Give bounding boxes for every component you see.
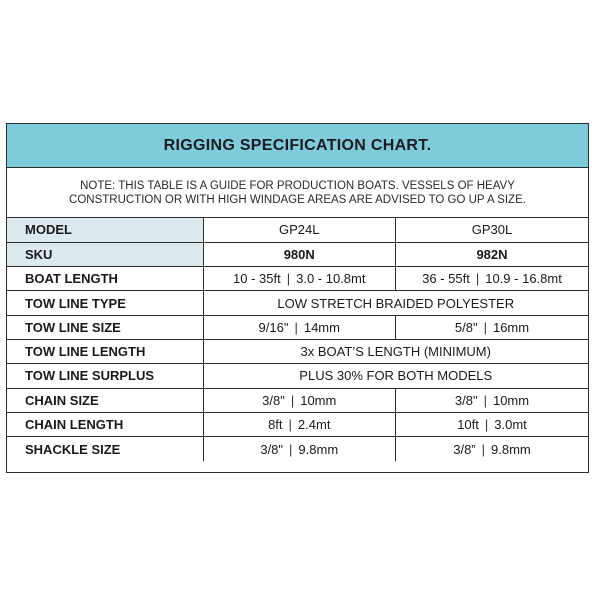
table-row-chain-size bbox=[7, 388, 588, 412]
value-imperial: 10ft bbox=[457, 417, 479, 433]
value-imperial: 9/16" bbox=[258, 319, 289, 335]
separator: | bbox=[483, 319, 487, 335]
separator: | bbox=[289, 441, 293, 457]
row-label-chain-size: CHAIN SIZE bbox=[7, 388, 203, 412]
note-line-1: NOTE: THIS TABLE IS A GUIDE FOR PRODUCTION BOATS. VESSELS OF HEAVY bbox=[80, 179, 515, 192]
cell-boat-length-gp24l bbox=[203, 267, 396, 291]
row-label-shackle-size: SHACKLE SIZE bbox=[7, 437, 203, 461]
row-label-sku: SKU bbox=[7, 242, 203, 266]
separator: | bbox=[484, 417, 489, 433]
value-metric: 9.8mm bbox=[491, 441, 531, 457]
table-row-model bbox=[7, 218, 588, 242]
table-row-tow-line-size bbox=[7, 315, 588, 339]
value-metric: 16mm bbox=[492, 319, 530, 335]
table-row-shackle-size bbox=[7, 437, 588, 461]
value-metric: 10.9 - 16.8mt bbox=[485, 271, 562, 287]
cell-shackle-size-gp24l bbox=[203, 437, 396, 461]
chart-note bbox=[7, 168, 588, 218]
cell-chain-length-gp24l bbox=[203, 412, 396, 436]
table-row-chain-length bbox=[7, 412, 588, 436]
cell-tow-line-surplus: PLUS 30% FOR BOTH MODELS bbox=[203, 364, 588, 388]
table-row-sku bbox=[7, 242, 588, 266]
cell-shackle-size-gp30l bbox=[396, 437, 589, 461]
chart-title: RIGGING SPECIFICATION CHART. bbox=[7, 124, 588, 168]
table-row-boat-length bbox=[7, 267, 588, 291]
separator: | bbox=[481, 441, 486, 457]
value-imperial: 3/8" bbox=[262, 392, 285, 408]
separator: | bbox=[286, 271, 291, 287]
cell-tow-line-type: LOW STRETCH BRAIDED POLYESTER bbox=[203, 291, 588, 315]
table-row-tow-line-length bbox=[7, 339, 588, 363]
value-imperial: 10 - 35ft bbox=[233, 271, 281, 287]
value-metric: 9.8mm bbox=[298, 441, 339, 457]
note-line-2: CONSTRUCTION OR WITH HIGH WINDAGE AREAS ARE ADVISED TO GO UP A SIZE. bbox=[69, 193, 526, 206]
cell-tow-line-size-gp30l bbox=[396, 315, 589, 339]
row-label-tow-line-length: TOW LINE LENGTH bbox=[7, 339, 203, 363]
spec-table bbox=[7, 218, 588, 461]
value-metric: 10mm bbox=[492, 392, 530, 408]
value-imperial: 3/8" bbox=[454, 392, 478, 408]
value-imperial: 5/8" bbox=[454, 319, 478, 335]
value-imperial: 8ft bbox=[268, 417, 283, 433]
value-imperial: 36 - 55ft bbox=[422, 271, 470, 287]
cell-sku-gp24l: 980N bbox=[203, 242, 396, 266]
cell-chain-size-gp24l bbox=[203, 388, 396, 412]
row-label-chain-length: CHAIN LENGTH bbox=[7, 412, 203, 436]
value-metric: 2.4mt bbox=[297, 417, 331, 433]
value-imperial: 3/8" bbox=[260, 441, 284, 457]
cell-chain-length-gp30l bbox=[396, 412, 589, 436]
rigging-spec-chart bbox=[6, 123, 589, 473]
separator: | bbox=[294, 319, 298, 335]
cell-sku-gp30l: 982N bbox=[396, 242, 589, 266]
cell-chain-size-gp30l bbox=[396, 388, 589, 412]
cell-boat-length-gp30l bbox=[396, 267, 589, 291]
value-metric: 14mm bbox=[303, 319, 340, 335]
row-label-tow-line-surplus: TOW LINE SURPLUS bbox=[7, 364, 203, 388]
separator: | bbox=[475, 271, 480, 287]
value-metric: 10mm bbox=[300, 392, 337, 408]
value-metric: 3.0mt bbox=[494, 417, 527, 433]
cell-model-gp24l: GP24L bbox=[203, 218, 396, 242]
cell-model-gp30l: GP30L bbox=[396, 218, 589, 242]
row-label-model: MODEL bbox=[7, 218, 203, 242]
row-label-tow-line-size: TOW LINE SIZE bbox=[7, 315, 203, 339]
row-label-tow-line-type: TOW LINE TYPE bbox=[7, 291, 203, 315]
separator: | bbox=[288, 417, 292, 433]
row-label-boat-length: BOAT LENGTH bbox=[7, 267, 203, 291]
separator: | bbox=[483, 392, 487, 408]
cell-tow-line-size-gp24l bbox=[203, 315, 396, 339]
value-metric: 3.0 - 10.8mt bbox=[296, 271, 366, 287]
table-row-tow-line-type bbox=[7, 291, 588, 315]
separator: | bbox=[290, 392, 295, 408]
table-row-tow-line-surplus bbox=[7, 364, 588, 388]
value-imperial: 3/8” bbox=[453, 441, 476, 457]
cell-tow-line-length: 3x BOAT’S LENGTH (MINIMUM) bbox=[203, 339, 588, 363]
